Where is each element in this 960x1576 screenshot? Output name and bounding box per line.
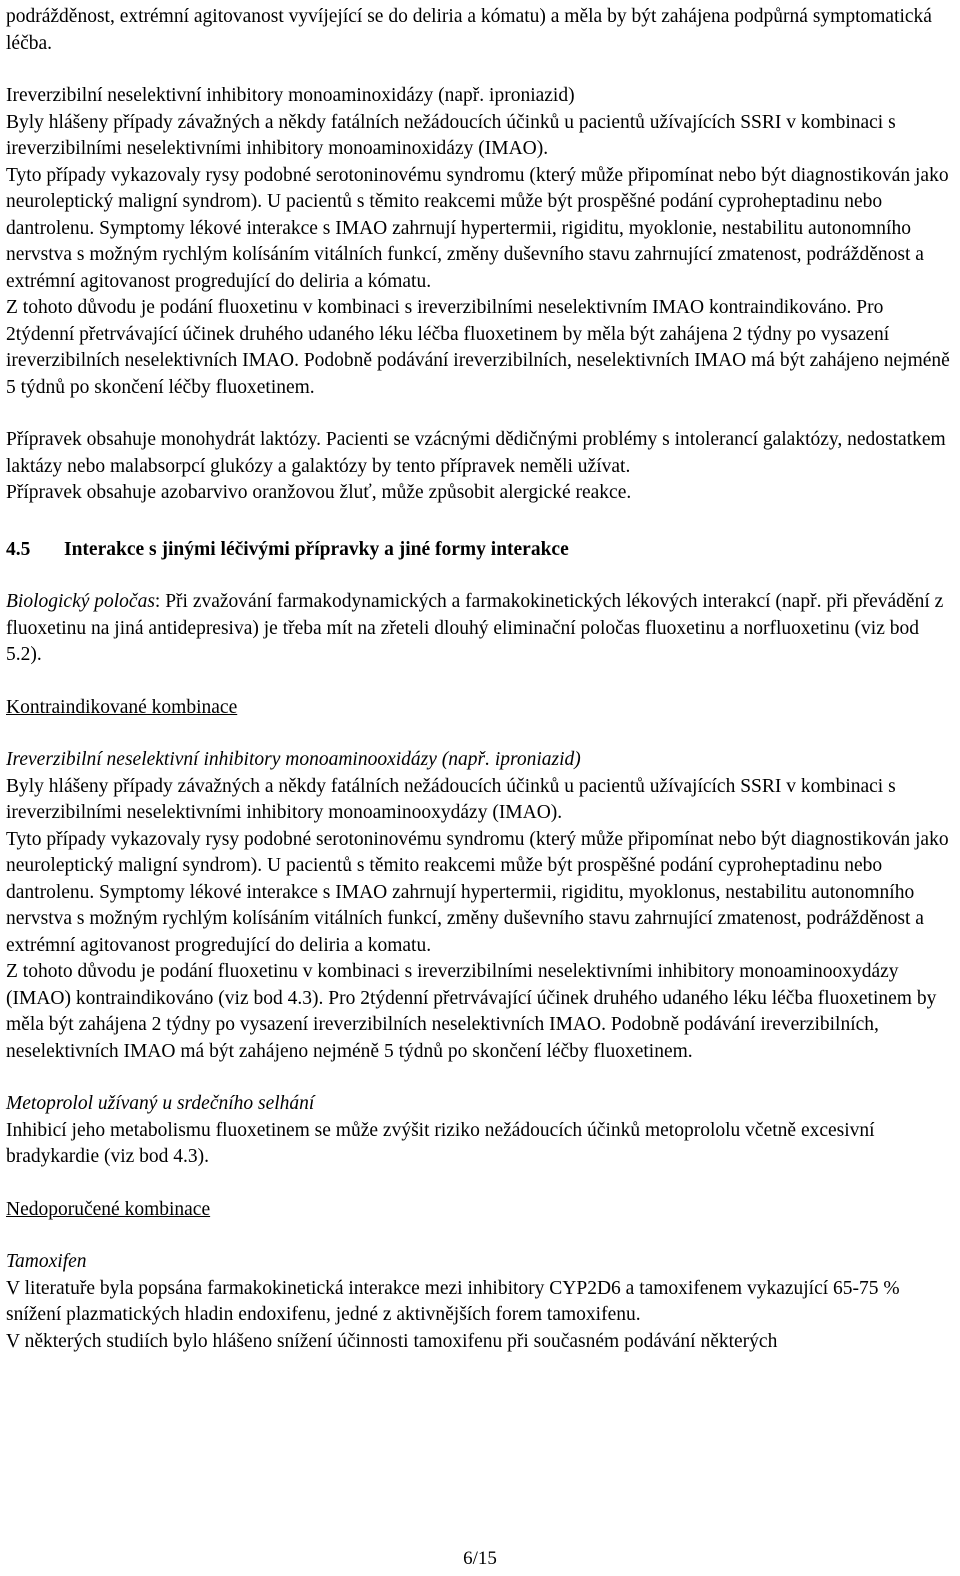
half-life-text: : Při zvažování farmakodynamických a farmakokinetických lékových interakcí (např. při převádění z fluoxetinu na jiná antidepresiva) je třeba mít na zřeteli dlouhý eliminační poločas fluoxetinu a norfluoxetinu (viz bod 5.2). — [6, 591, 944, 665]
paragraph-maoi-contraindication: Z tohoto důvodu je podání fluoxetinu v kombinaci s ireverzibilními neselektivním IMAO kontraindikováno. Pro 2týdenní přetrvávající účinek druhého udaného léku léčba fluoxetinem by měla být zahájena 2 týdny po vysazení ireverzibilních neselektivních IMAO. Podobně podávání ireverzibilních, neselektivních IMAO má být zahájeno nejméně 5 týdnů po skončení léčby fluoxetinem. — [6, 297, 950, 398]
paragraph-maoi2-contraindication: Z tohoto důvodu je podání fluoxetinu v kombinaci s ireverzibilními neselektivními inhibitory monoaminooxydázy (IMAO) kontraindikováno (viz bod 4.3). Pro 2týdenní přetrvávající účinek druhého udaného léku léčba fluoxetinem by měla být zahájena 2 týdny po vysazení ireverzibilních neselektivních IMAO. Podobně podávání ireverzibilních, neselektivních IMAO má být zahájeno nejméně 5 týdnů po skončení léčby fluoxetinem. — [6, 961, 937, 1062]
paragraph-azo-dye: Přípravek obsahuje azobarvivo oranžovou žluť, může způsobit alergické reakce. — [6, 482, 632, 503]
paragraph-tamoxifen-1: V literatuře byla popsána farmakokinetická interakce mezi inhibitory CYP2D6 a tamoxifenem vykazující 65-75 % snížení plazmatických hladin endoxifenu, jedné z aktivnějších forem tamoxifenu. — [6, 1277, 900, 1325]
paragraph-maoi-symptoms: Tyto případy vykazovaly rysy podobné serotoninovému syndromu (který může připomínat nebo být diagnostikován jako neuroleptický maligní syndrom). U pacientů s těmito reakcemi může být prospěšné podání cyproheptadinu nebo dantrolenu. Symptomy lékové interakce s IMAO zahrnují hypertermii, rigiditu, myoklonie, nestabilitu autonomního nervstva s možným rychlým kolísáním vitálních funkcí, změny duševního stavu zahrnující zmatenost, podrážděnost a extrémní agitovanost progredující do deliria a kómatu. — [6, 164, 949, 292]
paragraph-top: podrážděnost, extrémní agitovanost vyvíjející se do deliria a kómatu) a měla by být zahájena podpůrná symptomatická léčba. — [6, 6, 932, 54]
page-number: 6/15 — [463, 1548, 497, 1569]
section-heading-4-5 — [6, 537, 950, 564]
section-title: Interakce s jinými léčivými přípravky a jiné formy interakce — [64, 538, 569, 560]
metoprolol-title: Metoprolol užívaný u srdečního selhání — [6, 1093, 315, 1114]
paragraph-maoi-reports: Byly hlášeny případy závažných a někdy fatálních nežádoucích účinků u pacientů užívajících SSRI v kombinaci s ireverzibilními neselektivními inhibitory monoaminoxidázy (IMAO). — [6, 111, 896, 159]
paragraph-half-life — [6, 589, 950, 669]
paragraph-tamoxifen-2: V některých studiích bylo hlášeno snížení účinnosti tamoxifenu při současném podávání některých — [6, 1330, 778, 1352]
paragraph-maoi2-symptoms: Tyto případy vykazovaly rysy podobné serotoninovému syndromu (který může připomínat nebo být diagnostikován jako neuroleptický maligní syndrom). U pacientů s těmito reakcemi může být prospěšné podání cyproheptadinu nebo dantrolenu. Symptomy lékové interakce s IMAO zahrnují hypertermii, rigiditu, myoklonus, nestabilitu autonomního nervstva s možným rychlým kolísáním vitálních funkcí, změny duševního stavu zahrnující zmatenost, podrážděnost a extrémní agitovanost progredující do deliria a komatu. — [6, 828, 949, 956]
not-recommended-combinations-title: Nedoporučené kombinace — [6, 1198, 211, 1220]
paragraph-maoi2-reports: Byly hlášeny případy závažných a někdy fatálních nežádoucích účinků u pacientů užívajících SSRI v kombinaci s ireverzibilními neselektivními inhibitory monoaminooxydázy (IMAO). — [6, 775, 896, 823]
subsection-irreversible-maoi-title: Ireverzibilní neselektivní inhibitory monoaminooxidázy (např. iproniazid) — [6, 749, 581, 770]
document-page — [6, 4, 950, 1355]
paragraph-metoprolol: Inhibicí jeho metabolismu fluoxetinem se může zvýšit riziko nežádoucích účinků metoprololu včetně excesivní bradykardie (viz bod 4.3). — [6, 1119, 875, 1167]
tamoxifen-title: Tamoxifen — [6, 1251, 87, 1272]
contraindicated-combinations-title: Kontraindikované kombinace — [6, 696, 238, 718]
paragraph-lactose: Přípravek obsahuje monohydrát laktózy. Pacienti se vzácnými dědičnými problémy s intolerancí galaktózy, nedostatkem laktázy nebo malabsorpcí glukózy a galaktózy by tento přípravek neměli užívat. — [6, 429, 946, 477]
half-life-label: Biologický poločas — [6, 591, 155, 612]
section-irreversible-maoi-title: Ireverzibilní neselektivní inhibitory monoaminoxidázy (např. iproniazid) — [6, 85, 575, 106]
section-number: 4.5 — [6, 538, 31, 560]
